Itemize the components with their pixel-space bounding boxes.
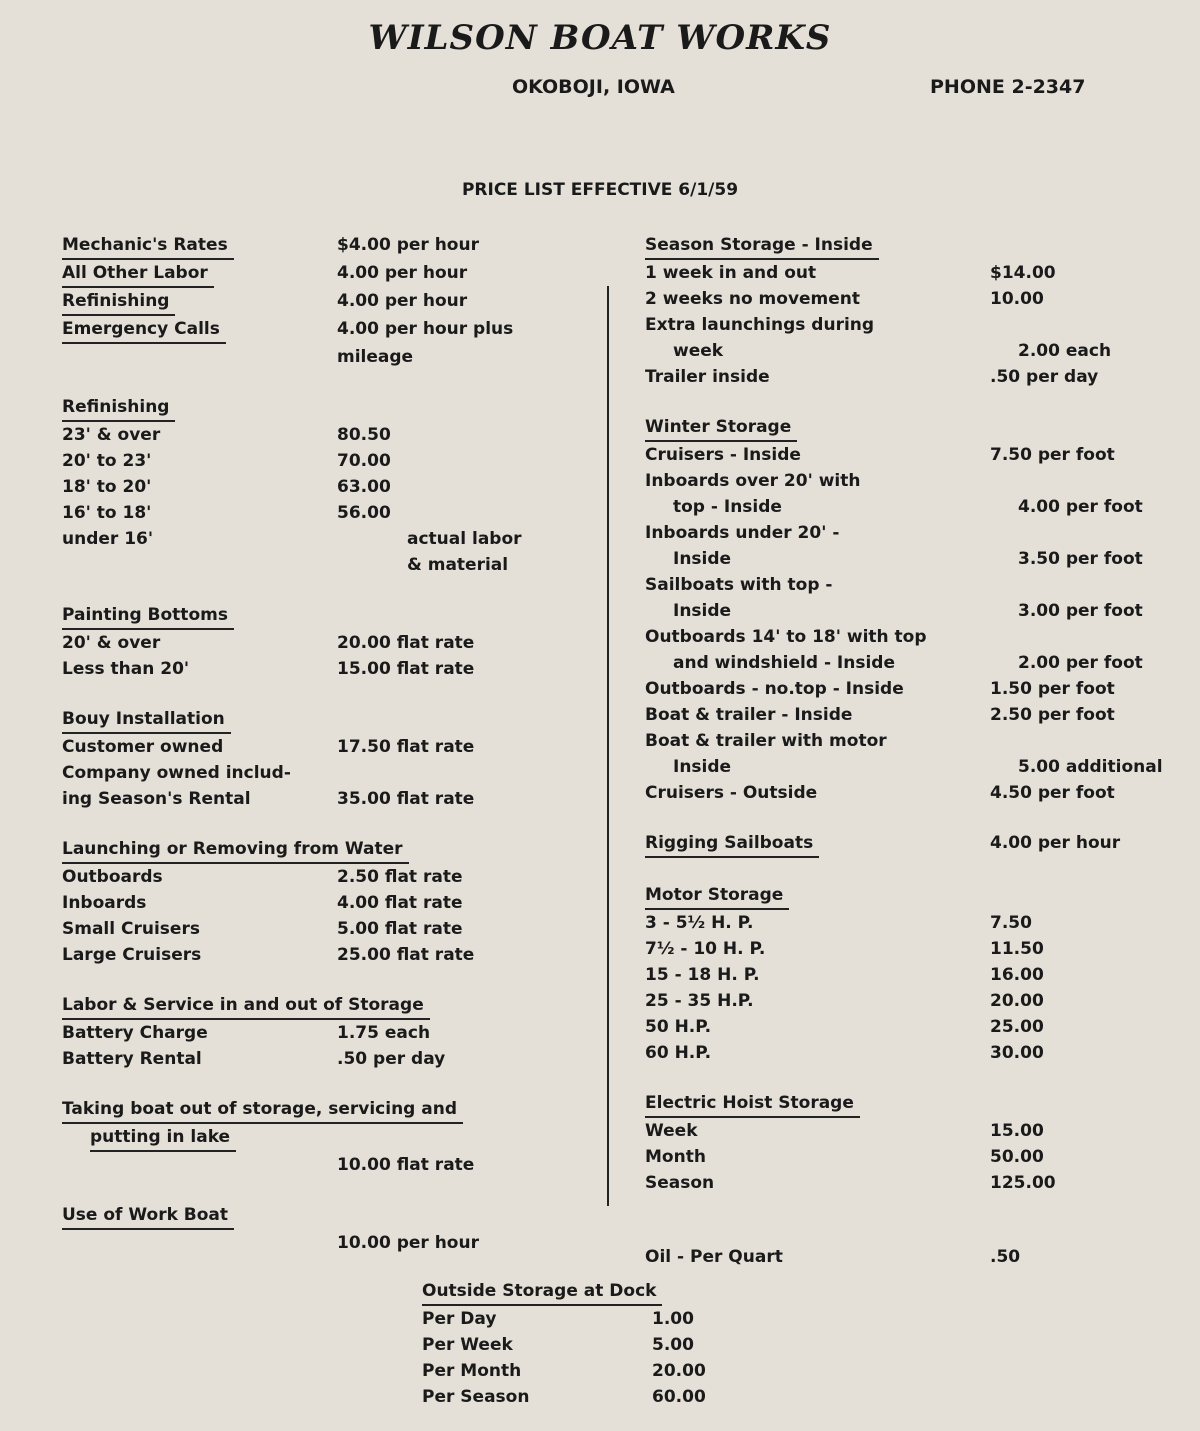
row-label: Cruisers - Inside [645, 445, 801, 465]
price-row [62, 942, 602, 968]
row-value: 80.50 [337, 425, 391, 445]
row-value: 10.00 flat rate [337, 1155, 475, 1175]
section-heading: Taking boat out of storage, servicing and [62, 1096, 463, 1124]
price-row [62, 1046, 602, 1072]
section-heading: All Other Labor [62, 260, 214, 288]
price-row [645, 830, 1175, 858]
rate-value: 4.00 per hour plus [337, 319, 514, 339]
section-heading: Mechanic's Rates [62, 232, 234, 260]
row-value: 16.00 [990, 965, 1044, 985]
row-label: Outboards [62, 867, 163, 887]
rigging-section [645, 830, 1175, 858]
price-row [645, 754, 1175, 780]
row-label: 2 weeks no movement [645, 289, 861, 309]
price-row [62, 1020, 602, 1046]
row-label: Week [645, 1121, 698, 1141]
section-heading: Refinishing [62, 394, 175, 422]
section-heading: Launching or Removing from Water [62, 836, 409, 864]
row-label: Sailboats with top - [645, 575, 833, 595]
row-label: Large Cruisers [62, 945, 202, 965]
row-value: 5.00 [652, 1335, 694, 1355]
row-label: 18' to 20' [62, 477, 152, 497]
row-label: Cruisers - Outside [645, 783, 818, 803]
row-value: 2.00 each [1018, 341, 1112, 361]
row-label: 20' to 23' [62, 451, 152, 471]
row-label: Per Month [422, 1361, 522, 1381]
section-heading: Motor Storage [645, 882, 789, 910]
row-label: Inboards [62, 893, 147, 913]
row-value: 2.00 per foot [1018, 653, 1143, 673]
price-row [62, 864, 602, 890]
section-heading: Winter Storage [645, 414, 797, 442]
price-row [62, 786, 602, 812]
row-value: 4.50 per foot [990, 783, 1115, 803]
row-label: Inside [673, 601, 732, 621]
row-value: 1.75 each [337, 1023, 431, 1043]
section-heading: Rigging Sailboats [645, 830, 819, 858]
price-row [62, 448, 602, 474]
row-label: Outboards 14' to 18' with top [645, 627, 927, 647]
bouy-section [62, 706, 602, 812]
row-label: Outboards - no.top - Inside [645, 679, 904, 699]
row-label: Inside [673, 757, 732, 777]
row-label: Customer owned [62, 737, 224, 757]
oil-section [645, 1244, 1175, 1270]
price-row [645, 364, 1175, 390]
row-value: actual labor [407, 529, 522, 549]
section-heading: Use of Work Boat [62, 1202, 234, 1230]
row-label: 23' & over [62, 425, 161, 445]
row-label: 60 H.P. [645, 1043, 712, 1063]
column-divider [607, 286, 609, 1206]
price-row [62, 422, 602, 448]
row-label: ing Season's Rental [62, 789, 251, 809]
price-row [645, 962, 1175, 988]
price-row [645, 1014, 1175, 1040]
price-list-heading: PRICE LIST EFFECTIVE 6/1/59 [461, 180, 739, 200]
row-label: Less than 20' [62, 659, 190, 679]
row-label: Battery Charge [62, 1023, 208, 1043]
row-value: 10.00 [990, 289, 1044, 309]
rate-row [62, 260, 602, 288]
row-label: Extra launchings during [645, 315, 875, 335]
row-label: 50 H.P. [645, 1017, 712, 1037]
row-value: 30.00 [990, 1043, 1044, 1063]
price-row [645, 338, 1175, 364]
row-label: 25 - 35 H.P. [645, 991, 754, 1011]
rate-row [62, 316, 602, 344]
row-value: .50 per day [990, 367, 1099, 387]
rate-value: 4.00 per hour [337, 263, 468, 283]
row-value: .50 per day [337, 1049, 446, 1069]
row-value: 60.00 [652, 1387, 706, 1407]
row-value: 1.50 per foot [990, 679, 1115, 699]
motor-storage-section [645, 882, 1175, 1066]
refinishing-section [62, 394, 602, 578]
price-row [62, 526, 602, 552]
launching-section [62, 836, 602, 968]
row-value: 10.00 per hour [337, 1233, 479, 1253]
row-value: 5.00 flat rate [337, 919, 463, 939]
painting-section [62, 602, 602, 682]
row-label: Per Day [422, 1309, 497, 1329]
season-storage-section [645, 232, 1175, 390]
price-row [645, 1040, 1175, 1066]
row-label: and windshield - Inside [673, 653, 896, 673]
row-value: 1.00 [652, 1309, 694, 1329]
labor-service-section [62, 992, 602, 1072]
row-value: 35.00 flat rate [337, 789, 475, 809]
row-value: 15.00 flat rate [337, 659, 475, 679]
row-label: 3 - 5½ H. P. [645, 913, 754, 933]
taking-out-section [62, 1096, 602, 1178]
phone-number: PHONE 2-2347 [930, 76, 1086, 98]
row-label: week [673, 341, 724, 361]
rate-row [62, 232, 602, 260]
row-value: 2.50 per foot [990, 705, 1115, 725]
row-label: Trailer inside [645, 367, 770, 387]
section-heading: Bouy Installation [62, 706, 231, 734]
price-row [62, 916, 602, 942]
row-value: 25.00 [990, 1017, 1044, 1037]
price-row [62, 552, 602, 578]
row-value: 3.50 per foot [1018, 549, 1143, 569]
price-row [62, 734, 602, 760]
price-row [645, 1244, 1175, 1270]
row-label: 15 - 18 H. P. [645, 965, 760, 985]
rate-row [62, 288, 602, 316]
row-value: 125.00 [990, 1173, 1056, 1193]
section-heading: Season Storage - Inside [645, 232, 879, 260]
dock-storage-section [422, 1278, 822, 1410]
section-heading: Electric Hoist Storage [645, 1090, 860, 1118]
section-heading: Outside Storage at Dock [422, 1278, 662, 1306]
left-column [62, 232, 602, 1280]
price-row [62, 656, 602, 682]
price-row [645, 988, 1175, 1014]
price-row [645, 702, 1175, 728]
price-row [645, 676, 1175, 702]
row-value: 56.00 [337, 503, 391, 523]
winter-storage-section [645, 414, 1175, 806]
row-value: 4.00 flat rate [337, 893, 463, 913]
row-label: Battery Rental [62, 1049, 202, 1069]
row-value: 4.00 per hour [990, 833, 1121, 853]
price-row [62, 1152, 602, 1178]
row-value: 25.00 flat rate [337, 945, 475, 965]
price-row [645, 728, 1175, 754]
row-value: 7.50 [990, 913, 1032, 933]
price-row [422, 1332, 822, 1358]
row-label: Boat & trailer - Inside [645, 705, 853, 725]
row-label: Season [645, 1173, 715, 1193]
price-row [645, 286, 1175, 312]
price-row [645, 468, 1175, 494]
rate-value: $4.00 per hour [337, 235, 479, 255]
row-label: 16' to 18' [62, 503, 152, 523]
price-row [645, 260, 1175, 286]
price-row [62, 760, 602, 786]
price-row [422, 1306, 822, 1332]
row-value: 20.00 [652, 1361, 706, 1381]
price-row [645, 1118, 1175, 1144]
row-label: Per Week [422, 1335, 513, 1355]
section-heading: Emergency Calls [62, 316, 226, 344]
row-label: Boat & trailer with motor [645, 731, 887, 751]
price-row [645, 520, 1175, 546]
row-value: 15.00 [990, 1121, 1044, 1141]
price-row [62, 500, 602, 526]
price-row [645, 1170, 1175, 1196]
row-value: 17.50 flat rate [337, 737, 475, 757]
price-row [62, 630, 602, 656]
company-title: WILSON BOAT WORKS [368, 18, 832, 58]
row-label: 7½ - 10 H. P. [645, 939, 766, 959]
row-label: Inboards under 20' - [645, 523, 840, 543]
price-row [645, 910, 1175, 936]
row-label: Per Season [422, 1387, 530, 1407]
price-row [62, 1230, 602, 1256]
row-label: Month [645, 1147, 706, 1167]
row-label: Company owned includ- [62, 763, 291, 783]
price-row [62, 890, 602, 916]
section-heading-cont: putting in lake [90, 1124, 236, 1152]
rates-section [62, 232, 602, 370]
rate-value: mileage [337, 347, 414, 367]
price-row [645, 442, 1175, 468]
price-row [645, 624, 1175, 650]
rate-row [62, 344, 602, 370]
section-heading: Labor & Service in and out of Storage [62, 992, 430, 1020]
rate-value: 4.00 per hour [337, 291, 468, 311]
row-label: Inside [673, 549, 732, 569]
price-row [645, 1144, 1175, 1170]
row-value: 63.00 [337, 477, 391, 497]
hoist-section [645, 1090, 1175, 1196]
price-row [645, 546, 1175, 572]
row-value: 4.00 per foot [1018, 497, 1143, 517]
row-value: .50 [990, 1247, 1021, 1267]
row-label: top - Inside [673, 497, 782, 517]
row-value: 11.50 [990, 939, 1044, 959]
price-row [645, 936, 1175, 962]
row-label: Small Cruisers [62, 919, 200, 939]
price-row [422, 1384, 822, 1410]
row-label: Inboards over 20' with [645, 471, 861, 491]
row-value: 7.50 per foot [990, 445, 1115, 465]
row-value: 70.00 [337, 451, 391, 471]
right-column [645, 232, 1175, 1294]
price-row [62, 474, 602, 500]
row-label: Oil - Per Quart [645, 1247, 783, 1267]
price-row [645, 780, 1175, 806]
row-value: 20.00 flat rate [337, 633, 475, 653]
row-label: 1 week in and out [645, 263, 817, 283]
location: OKOBOJI, IOWA [512, 76, 675, 98]
row-value: $14.00 [990, 263, 1056, 283]
work-boat-section [62, 1202, 602, 1256]
price-row [645, 494, 1175, 520]
section-heading: Painting Bottoms [62, 602, 234, 630]
price-row [645, 650, 1175, 676]
section-heading: Refinishing [62, 288, 175, 316]
row-value: 20.00 [990, 991, 1044, 1011]
price-row [645, 572, 1175, 598]
row-value: 2.50 flat rate [337, 867, 463, 887]
row-label: 20' & over [62, 633, 161, 653]
price-row [645, 598, 1175, 624]
row-value: 50.00 [990, 1147, 1044, 1167]
price-row [645, 312, 1175, 338]
price-row [422, 1358, 822, 1384]
row-label: under 16' [62, 529, 154, 549]
row-value: & material [407, 555, 509, 575]
row-value: 3.00 per foot [1018, 601, 1143, 621]
row-value: 5.00 additional [1018, 757, 1163, 777]
